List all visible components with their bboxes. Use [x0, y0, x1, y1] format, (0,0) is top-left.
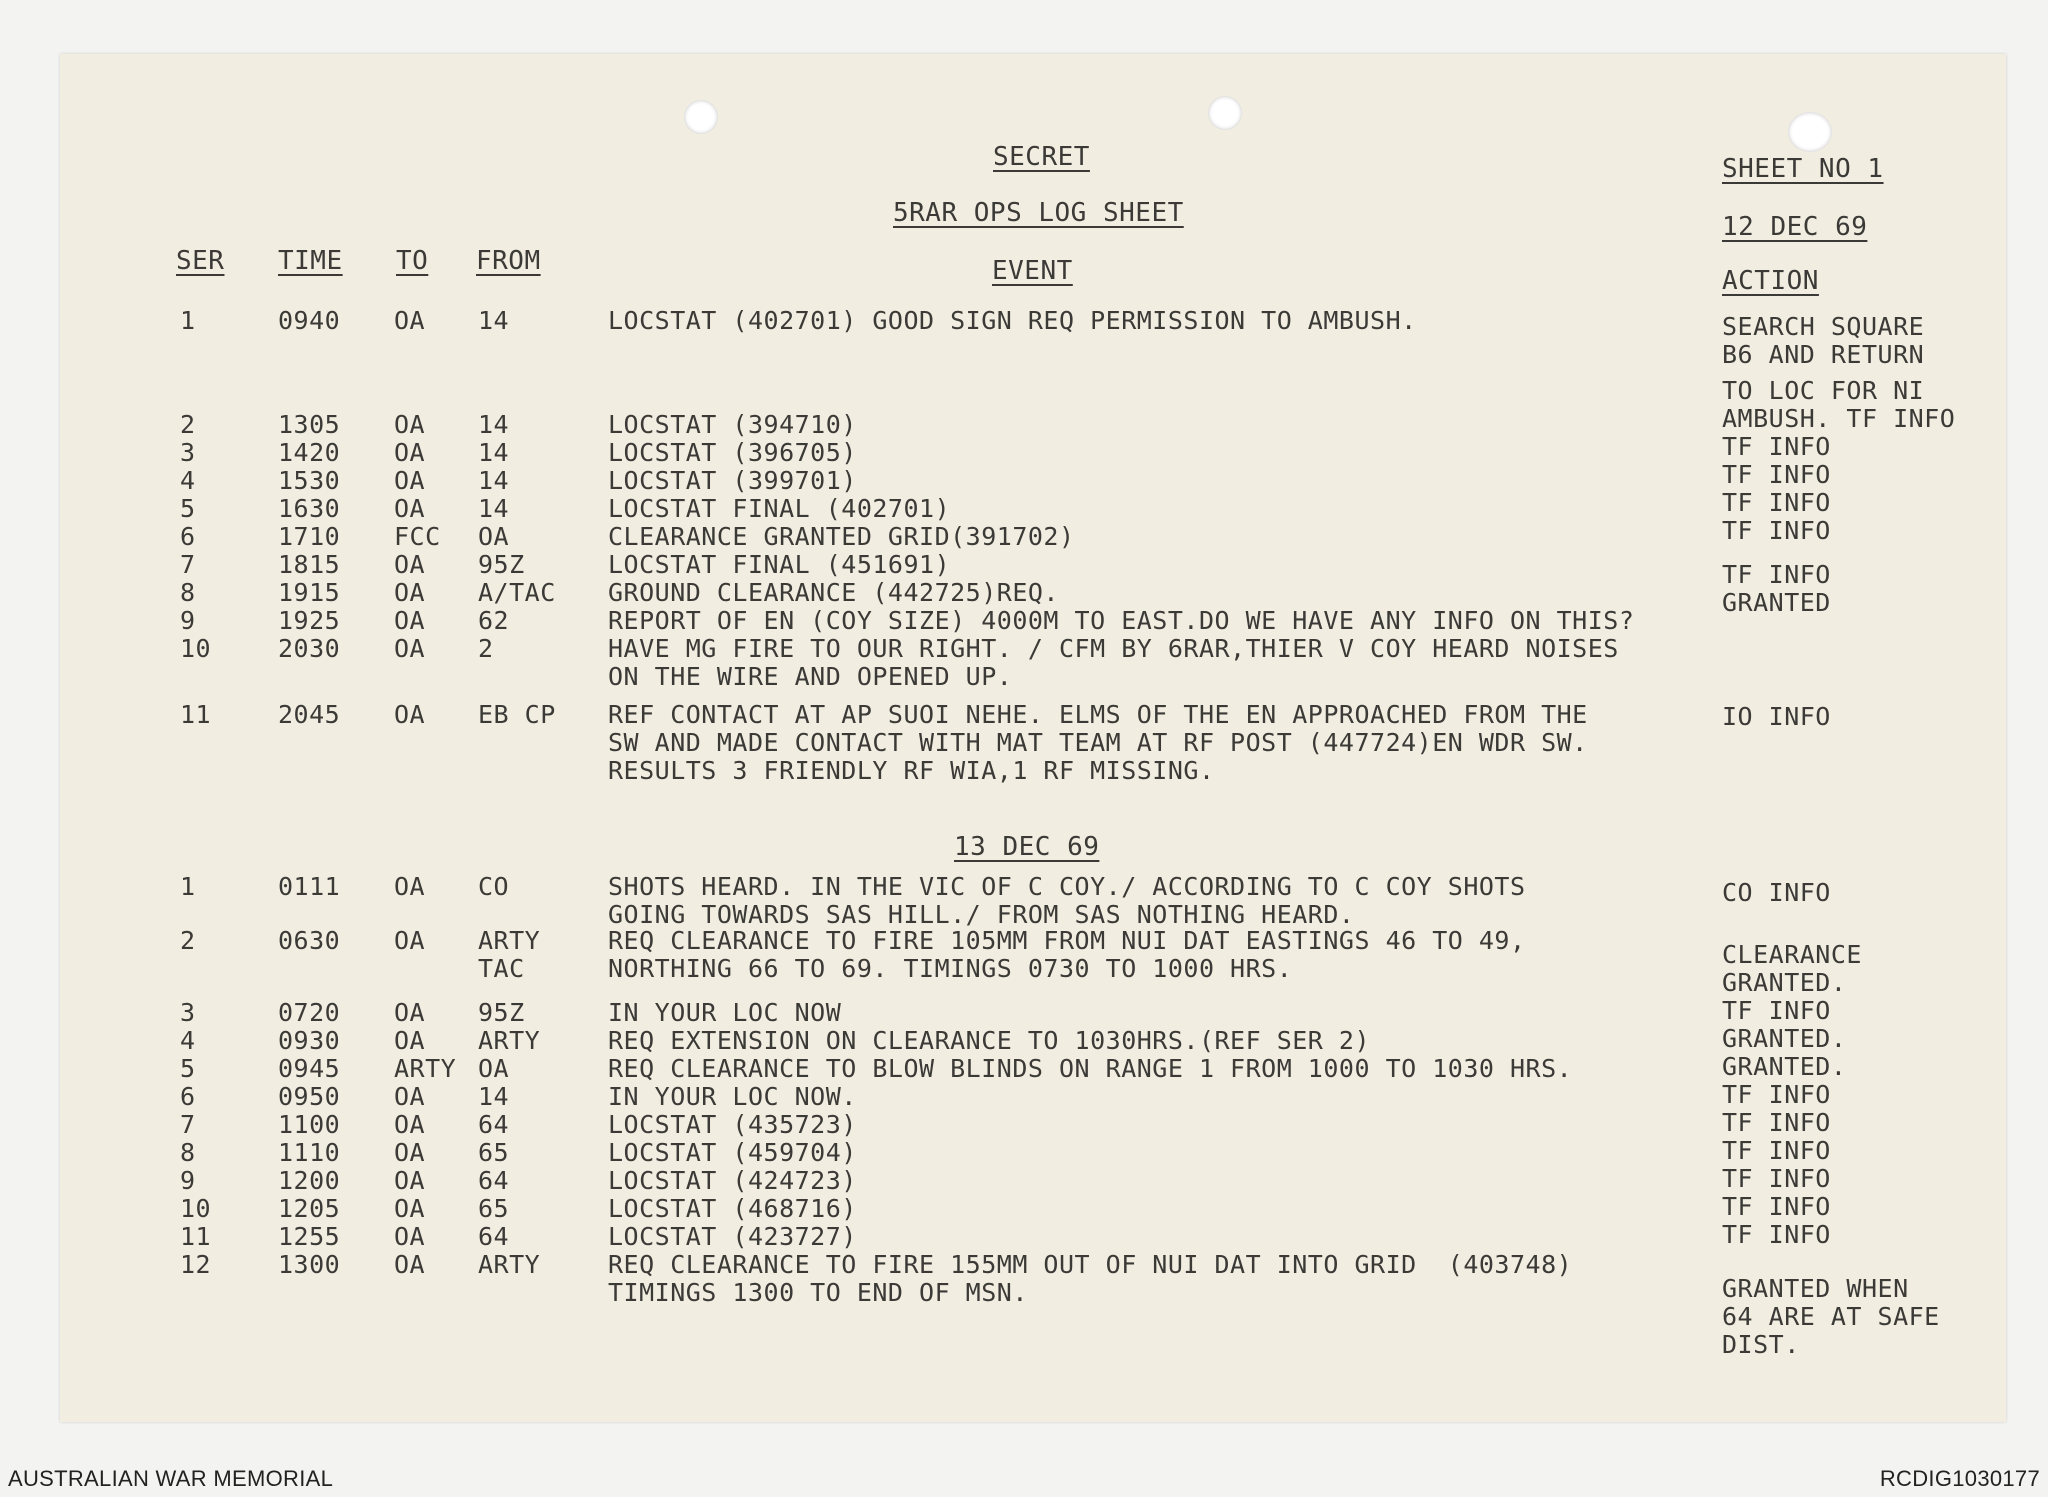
entry-to: OA	[394, 700, 426, 729]
entry-to: OA	[394, 410, 426, 439]
entry-event-line: HAVE MG FIRE TO OUR RIGHT. / CFM BY 6RAR,THIER V COY HEARD NOISES	[608, 634, 1619, 663]
entry-event-line: REPORT OF EN (COY SIZE) 4000M TO EAST.DO WE HAVE ANY INFO ON THIS?	[608, 606, 1635, 635]
action-line: TO LOC FOR NI	[1722, 376, 1925, 405]
entry-event-line: LOCSTAT (468716)	[608, 1194, 857, 1223]
entry-event-line: LOCSTAT (394710)	[608, 410, 857, 439]
entry-ser: 11	[180, 700, 212, 729]
entry-from: 64	[478, 1166, 510, 1195]
entry-ser: 5	[180, 1054, 196, 1083]
entry-event-line: LOCSTAT (423727)	[608, 1222, 857, 1251]
entry-event-line: LOCSTAT (424723)	[608, 1166, 857, 1195]
action-line: TF INFO	[1722, 1136, 1831, 1165]
entry-event-line: GROUND CLEARANCE (442725)REQ.	[608, 578, 1059, 607]
action-line: GRANTED.	[1722, 1052, 1847, 1081]
entry-from: 14	[478, 466, 510, 495]
action-line: TF INFO	[1722, 1080, 1831, 1109]
entry-event-line: REQ CLEARANCE TO FIRE 105MM FROM NUI DAT EASTINGS 46 TO 49,	[608, 926, 1526, 955]
footer-source: AUSTRALIAN WAR MEMORIAL	[8, 1466, 334, 1491]
entry-event-line: LOCSTAT (396705)	[608, 438, 857, 467]
entry-time: 1915	[278, 578, 341, 607]
entry-time: 0930	[278, 1026, 341, 1055]
entry-ser: 4	[180, 466, 196, 495]
entry-from: 14	[478, 410, 510, 439]
entry-ser: 3	[180, 998, 196, 1027]
action-line: TF INFO	[1722, 996, 1831, 1025]
second-day-date: 13 DEC 69	[954, 832, 1100, 862]
action-line: SEARCH SQUARE	[1722, 312, 1925, 341]
entry-from: 65	[478, 1194, 510, 1223]
entry-to: OA	[394, 1138, 426, 1167]
entry-event-line: LOCSTAT FINAL (402701)	[608, 494, 951, 523]
entry-from: 14	[478, 306, 510, 335]
entry-time: 0940	[278, 306, 341, 335]
entry-to: OA	[394, 926, 426, 955]
entry-from: ARTY	[478, 1250, 541, 1279]
entry-time: 1530	[278, 466, 341, 495]
entry-from: 2	[478, 634, 494, 663]
entry-to: OA	[394, 1082, 426, 1111]
col-header-from: FROM	[476, 246, 541, 276]
action-line: CO INFO	[1722, 878, 1831, 907]
entry-event-line: ON THE WIRE AND OPENED UP.	[608, 662, 1013, 691]
entry-from: 64	[478, 1110, 510, 1139]
entry-to: OA	[394, 306, 426, 335]
entry-event-line: RESULTS 3 FRIENDLY RF WIA,1 RF MISSING.	[608, 756, 1215, 785]
entry-to: OA	[394, 872, 426, 901]
entry-event-line: IN YOUR LOC NOW.	[608, 1082, 857, 1111]
entry-time: 1205	[278, 1194, 341, 1223]
entry-from: 62	[478, 606, 510, 635]
log-date: 12 DEC 69	[1722, 212, 1868, 242]
action-line: 64 ARE AT SAFE	[1722, 1302, 1940, 1331]
sheet-number: SHEET NO 1	[1722, 154, 1884, 184]
entry-to: ARTY	[394, 1054, 457, 1083]
action-line: GRANTED.	[1722, 1024, 1847, 1053]
col-header-event: EVENT	[992, 256, 1073, 286]
action-line: GRANTED WHEN	[1722, 1274, 1909, 1303]
entry-ser: 9	[180, 1166, 196, 1195]
entry-time: 1300	[278, 1250, 341, 1279]
entry-ser: 10	[180, 1194, 212, 1223]
entry-to: FCC	[394, 522, 441, 551]
entry-from: A/TAC	[478, 578, 556, 607]
entry-ser: 8	[180, 578, 196, 607]
action-line: TF INFO	[1722, 1108, 1831, 1137]
entry-time: 0630	[278, 926, 341, 955]
entry-time: 2030	[278, 634, 341, 663]
entry-from: OA	[478, 1054, 510, 1083]
entry-time: 2045	[278, 700, 341, 729]
entry-ser: 2	[180, 410, 196, 439]
action-line: GRANTED.	[1722, 968, 1847, 997]
footer-catalogue-id: RCDIG1030177	[1879, 1466, 2040, 1491]
entry-ser: 10	[180, 634, 212, 663]
entry-to: OA	[394, 1194, 426, 1223]
entry-event-line: LOCSTAT (402701) GOOD SIGN REQ PERMISSION TO AMBUSH.	[608, 306, 1417, 335]
action-line: DIST.	[1722, 1330, 1800, 1359]
entry-time: 1305	[278, 410, 341, 439]
entry-to: OA	[394, 1026, 426, 1055]
entry-event-line: REF CONTACT AT AP SUOI NEHE. ELMS OF THE EN APPROACHED FROM THE	[608, 700, 1588, 729]
entry-from-cont: TAC	[478, 954, 525, 983]
col-header-to: TO	[396, 246, 429, 276]
entry-event-line: CLEARANCE GRANTED GRID(391702)	[608, 522, 1075, 551]
entry-to: OA	[394, 606, 426, 635]
entry-ser: 1	[180, 872, 196, 901]
punch-hole-right	[1788, 112, 1832, 152]
action-line: TF INFO	[1722, 1192, 1831, 1221]
entry-time: 1200	[278, 1166, 341, 1195]
entry-ser: 9	[180, 606, 196, 635]
entry-ser: 5	[180, 494, 196, 523]
entry-time: 1100	[278, 1110, 341, 1139]
entry-to: OA	[394, 494, 426, 523]
entry-ser: 6	[180, 522, 196, 551]
entry-time: 0720	[278, 998, 341, 1027]
entry-to: OA	[394, 998, 426, 1027]
action-line: GRANTED	[1722, 588, 1831, 617]
entry-to: OA	[394, 466, 426, 495]
action-line: TF INFO	[1722, 432, 1831, 461]
entry-time: 1630	[278, 494, 341, 523]
entry-to: OA	[394, 550, 426, 579]
document-title: 5RAR OPS LOG SHEET	[893, 198, 1184, 228]
entry-time: 1420	[278, 438, 341, 467]
entry-time: 1710	[278, 522, 341, 551]
entry-event-line: SHOTS HEARD. IN THE VIC OF C COY./ ACCORDING TO C COY SHOTS	[608, 872, 1526, 901]
entry-time: 1925	[278, 606, 341, 635]
log-sheet-paper	[60, 54, 2006, 1422]
entry-event-line: NORTHING 66 TO 69. TIMINGS 0730 TO 1000 HRS.	[608, 954, 1293, 983]
action-line: TF INFO	[1722, 460, 1831, 489]
entry-from: ARTY	[478, 1026, 541, 1055]
entry-from: OA	[478, 522, 510, 551]
entry-event-line: REQ CLEARANCE TO BLOW BLINDS ON RANGE 1 FROM 1000 TO 1030 HRS.	[608, 1054, 1573, 1083]
action-line: AMBUSH. TF INFO	[1722, 404, 1956, 433]
col-header-ser: SER	[176, 246, 225, 276]
entry-to: OA	[394, 1166, 426, 1195]
entry-time: 1110	[278, 1138, 341, 1167]
entry-event-line: IN YOUR LOC NOW	[608, 998, 842, 1027]
action-line: TF INFO	[1722, 560, 1831, 589]
entry-to: OA	[394, 634, 426, 663]
entry-ser: 7	[180, 1110, 196, 1139]
entry-time: 0111	[278, 872, 341, 901]
entry-to: OA	[394, 1222, 426, 1251]
action-line: B6 AND RETURN	[1722, 340, 1925, 369]
action-line: TF INFO	[1722, 488, 1831, 517]
entry-ser: 11	[180, 1222, 212, 1251]
entry-ser: 12	[180, 1250, 212, 1279]
punch-hole-left	[684, 100, 718, 134]
entry-event-line: TIMINGS 1300 TO END OF MSN.	[608, 1278, 1028, 1307]
entry-event-line: LOCSTAT (459704)	[608, 1138, 857, 1167]
action-line: TF INFO	[1722, 1220, 1831, 1249]
entry-from: 14	[478, 1082, 510, 1111]
entry-ser: 4	[180, 1026, 196, 1055]
entry-ser: 2	[180, 926, 196, 955]
entry-event-line: LOCSTAT (399701)	[608, 466, 857, 495]
entry-event-line: SW AND MADE CONTACT WITH MAT TEAM AT RF POST (447724)EN WDR SW.	[608, 728, 1588, 757]
entry-event-line: GOING TOWARDS SAS HILL./ FROM SAS NOTHING HEARD.	[608, 900, 1355, 929]
entry-time: 1815	[278, 550, 341, 579]
entry-from: CO	[478, 872, 510, 901]
entry-from: ARTY	[478, 926, 541, 955]
entry-ser: 6	[180, 1082, 196, 1111]
entry-from: 95Z	[478, 550, 525, 579]
entry-time: 0945	[278, 1054, 341, 1083]
entry-to: OA	[394, 1250, 426, 1279]
action-line: CLEARANCE	[1722, 940, 1862, 969]
entry-ser: 8	[180, 1138, 196, 1167]
entry-ser: 1	[180, 306, 196, 335]
entry-to: OA	[394, 1110, 426, 1139]
entry-from: 14	[478, 438, 510, 467]
action-line: TF INFO	[1722, 1164, 1831, 1193]
entry-from: EB CP	[478, 700, 556, 729]
entry-from: 65	[478, 1138, 510, 1167]
entry-ser: 7	[180, 550, 196, 579]
punch-hole-middle	[1208, 96, 1242, 130]
entry-to: OA	[394, 438, 426, 467]
entry-time: 0950	[278, 1082, 341, 1111]
action-line: TF INFO	[1722, 516, 1831, 545]
entry-time: 1255	[278, 1222, 341, 1251]
entry-event-line: LOCSTAT FINAL (451691)	[608, 550, 951, 579]
entry-from: 95Z	[478, 998, 525, 1027]
entry-ser: 3	[180, 438, 196, 467]
col-header-action: ACTION	[1722, 266, 1819, 296]
entry-from: 64	[478, 1222, 510, 1251]
classification-marking: SECRET	[993, 142, 1090, 172]
entry-to: OA	[394, 578, 426, 607]
action-line: IO INFO	[1722, 702, 1831, 731]
entry-event-line: LOCSTAT (435723)	[608, 1110, 857, 1139]
entry-event-line: REQ EXTENSION ON CLEARANCE TO 1030HRS.(REF SER 2)	[608, 1026, 1371, 1055]
col-header-time: TIME	[278, 246, 343, 276]
entry-from: 14	[478, 494, 510, 523]
entry-event-line: REQ CLEARANCE TO FIRE 155MM OUT OF NUI DAT INTO GRID (403748)	[608, 1250, 1573, 1279]
